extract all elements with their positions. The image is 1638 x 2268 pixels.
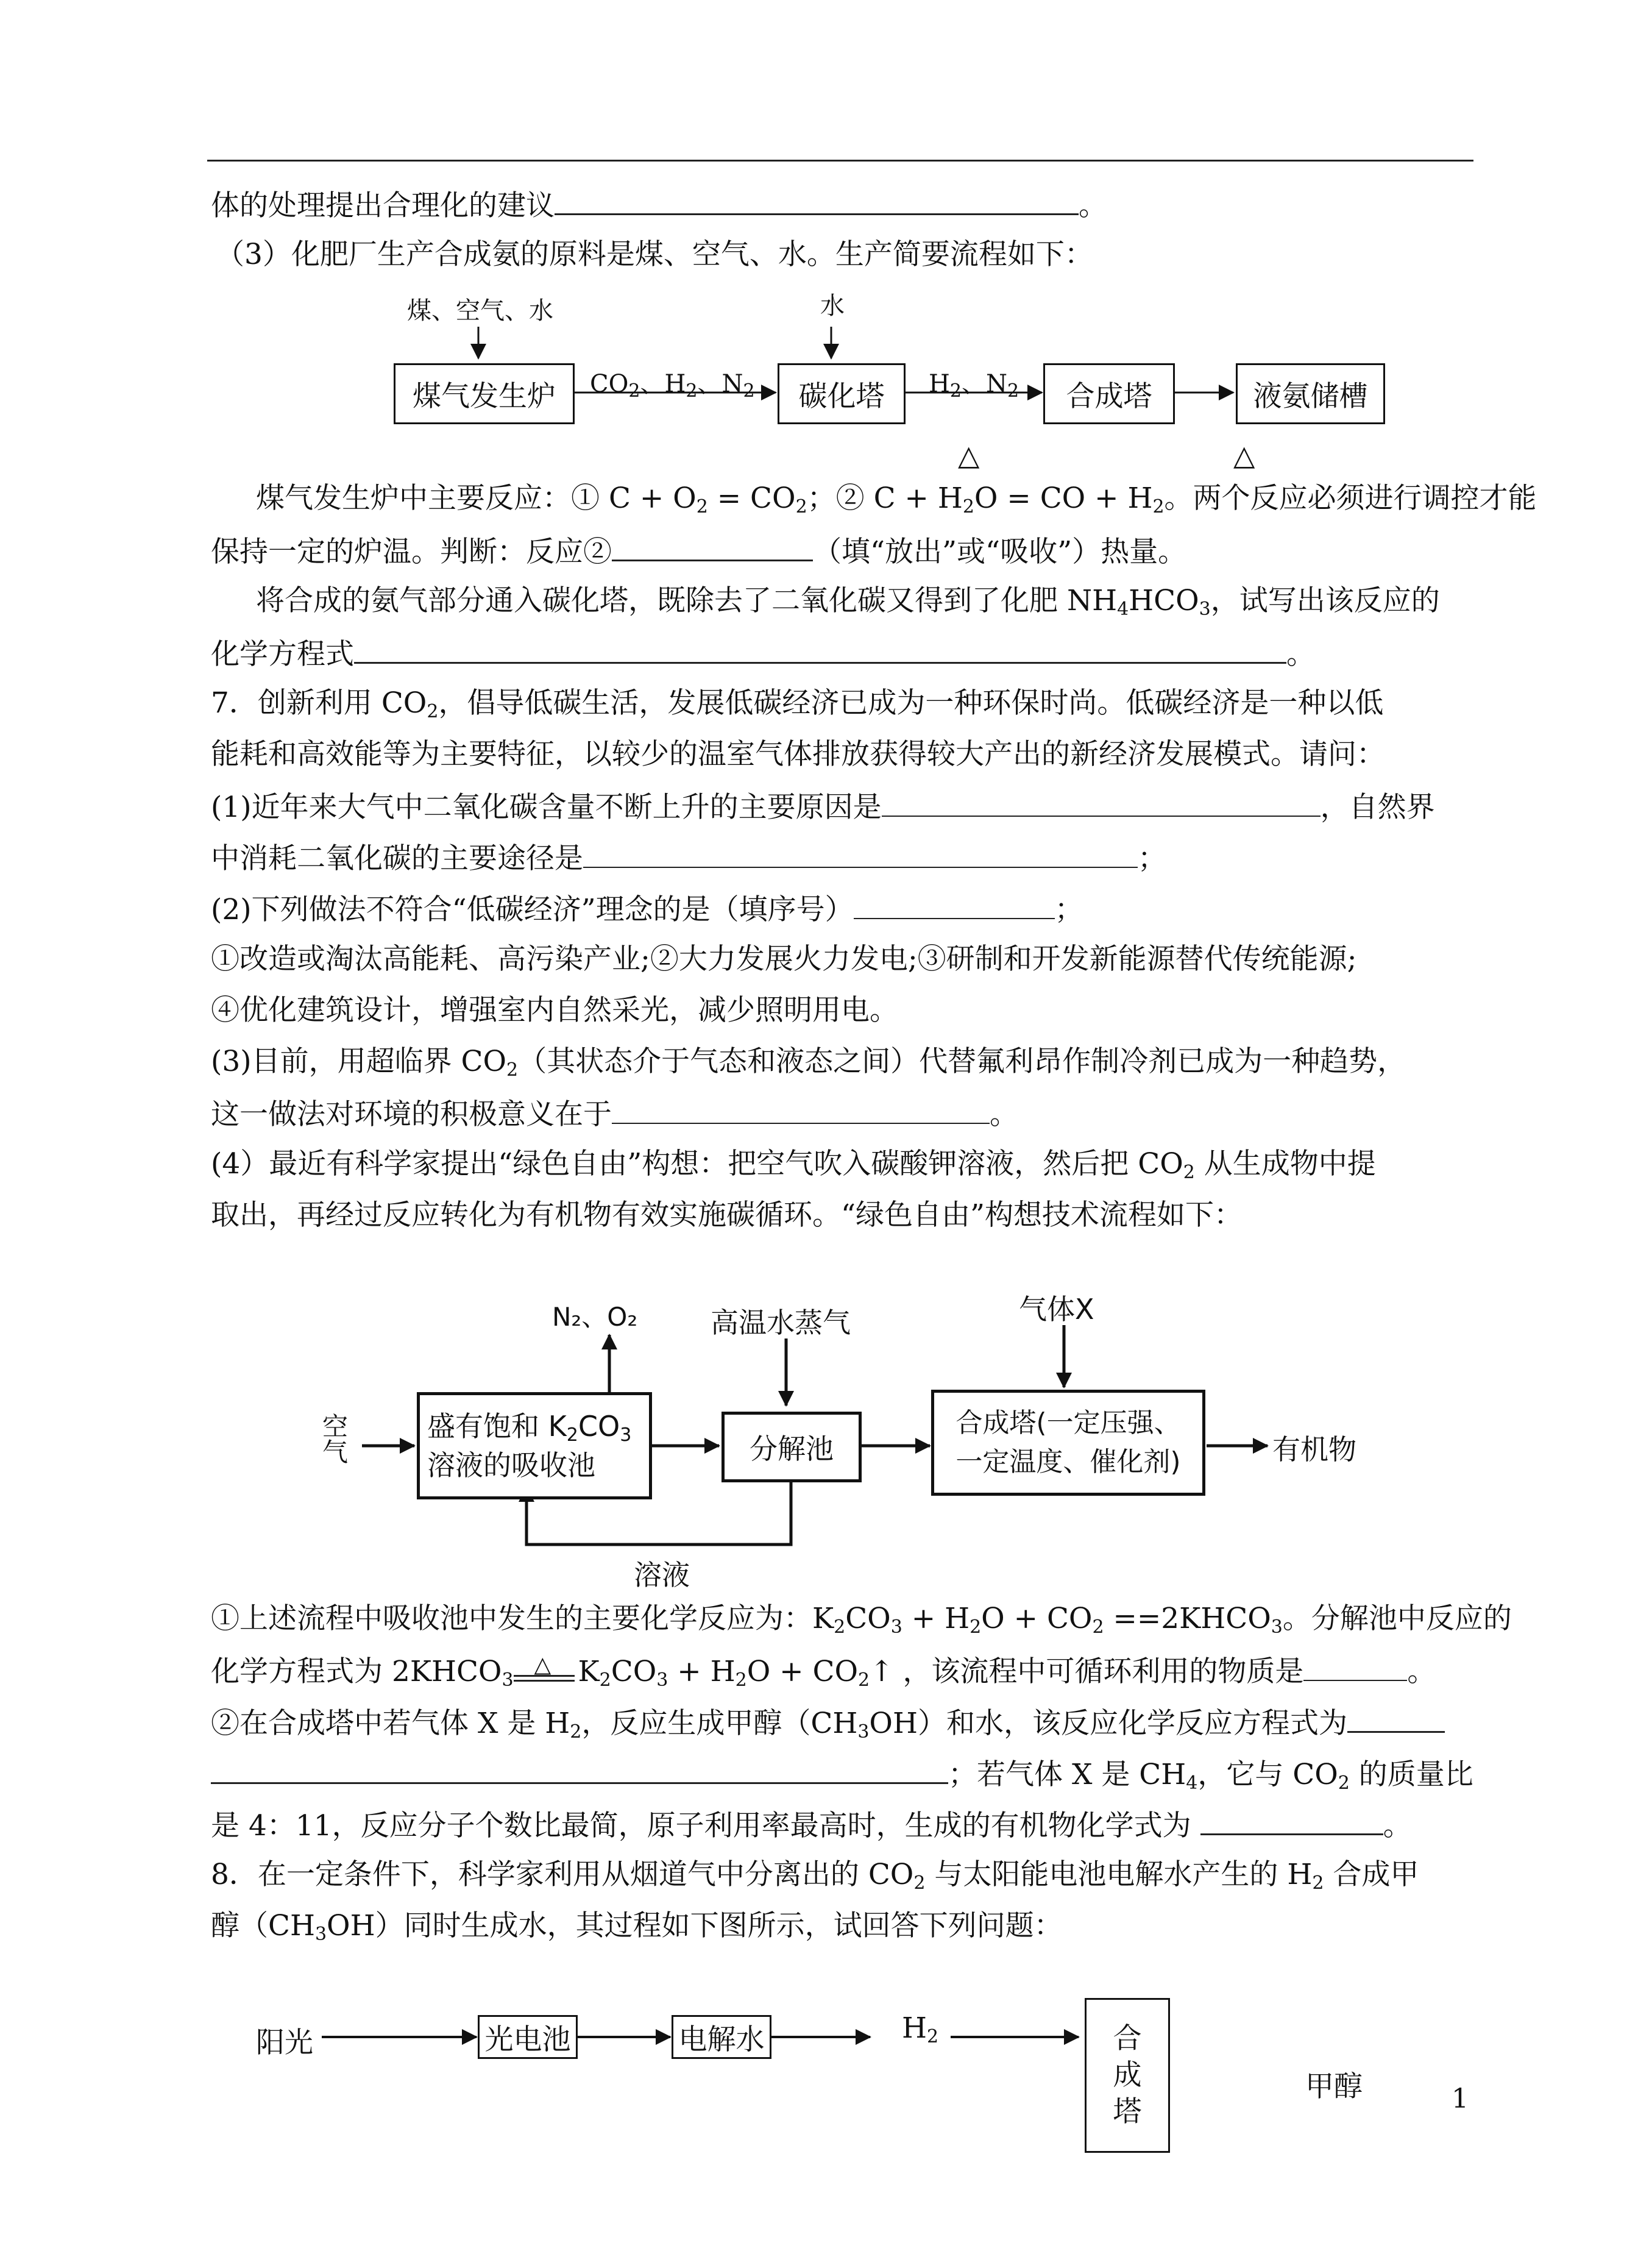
question-7: 7．创新利用 $CO_2$，倡导低碳生活，发展低碳经济已成为一种环保时尚。低碳经济是一种以低 [211, 686, 1384, 722]
answer-blank[interactable] [1347, 1704, 1445, 1733]
box-synthesis-tower-3 [1085, 1998, 1170, 2153]
box-absorption-pool [417, 1392, 652, 1499]
text-line: 取出，再经过反应转化为有机物有效实施碳循环。“绿色自由”构想技术流程如下： [211, 1198, 1243, 1232]
text-line: 是 4：11，反应分子个数比最简，原子利用率最高时，生成的有机物化学式为 。 [211, 1807, 1412, 1843]
text-line: 能耗和高效能等为主要特征，以较少的温室气体排放获得较大产出的新经济发展模式。请问： [211, 738, 1385, 771]
answer-blank[interactable] [854, 891, 1055, 919]
label: 合成塔 [1066, 379, 1152, 413]
answer-blank[interactable] [354, 635, 1286, 664]
answer-blank[interactable] [1200, 1807, 1383, 1835]
question-8: 8．在一定条件下，科学家利用从烟道气中分离出的 $CO_2$ 与太阳能电池电解水产生的 $H_2$ 合成甲 [211, 1858, 1419, 1894]
label: 碳化塔 [798, 379, 885, 413]
air-label: 空气 [319, 1413, 349, 1464]
sunlight-label: 阳光 [256, 2026, 313, 2060]
arrow2-label: $H_2$、$N_2$ [929, 370, 1019, 402]
text-line: 中消耗二氧化碳的主要途径是 ； [211, 840, 1166, 876]
box-ammonia-tank [1236, 363, 1385, 424]
answer-blank[interactable] [882, 789, 1321, 817]
text-line: (4）最近有科学家提出“绿色自由”构想：把空气吹入碳酸钾溶液，然后把 $CO_2$ 从生成物中提 [211, 1147, 1376, 1183]
answer-blank[interactable] [612, 1096, 990, 1124]
label: 液氨储槽 [1253, 379, 1368, 413]
n2-o2-label: N₂、O₂ [552, 1302, 638, 1332]
text-line: 醇$(CH_3OH)$同时生成水，其过程如下图所示，试回答下列问题： [211, 1909, 1063, 1945]
box-synthesis-tower-2 [931, 1390, 1205, 1496]
label: 分解池 [750, 1432, 834, 1465]
text-line: 煤气发生炉中主要反应：① $C + O_2 = CO_2$；② $C + H_2O$ = CO + $H_2$。两个反应必须进行调控才能 [256, 482, 1537, 517]
text-line: ②在合成塔中若气体 X 是 $H_2$，反应生成甲醇$(CH_3OH)$和水，该反应化学反应方程式为 [211, 1704, 1445, 1741]
arrow1-label: $CO_2$、$H_2$、$N_2$ [590, 370, 755, 402]
text-line: 化学方程式 。 [211, 635, 1315, 672]
text-line: (3)目前，用超临界 $CO_2$（其状态介于气态和液态之间）代替氟利昂作制冷剂已成为一种趋势， [211, 1045, 1406, 1081]
label: 溶液的吸收池 [427, 1449, 595, 1482]
box-synthesis-tower [1043, 363, 1175, 424]
answer-blank[interactable] [1303, 1653, 1407, 1681]
text: 。 [1079, 189, 1107, 222]
text-line: 保持一定的炉温。判断：反应② （填“放出”或“吸收”）热量。 [211, 533, 1186, 569]
label: 煤气发生炉 [413, 379, 556, 413]
answer-blank[interactable] [612, 533, 813, 561]
text-line: ①上述流程中吸收池中发生的主要化学反应为：$K_2CO_3 + H_2O + CO_2$ $==2KHCO_3$。分解池中反应的 [211, 1602, 1512, 1638]
page-number: 1 [1452, 2083, 1469, 2114]
text-line: 化学方程式为 $2KHCO_3$ △ $K_2CO_3 + H_2O$ + $CO_2↑$ ，该流程中可循环利用的物质是 。 [211, 1652, 1436, 1691]
answer-blank[interactable] [211, 1755, 948, 1784]
box-decomposition-pool [722, 1412, 862, 1482]
box-photocell [478, 2015, 578, 2059]
diagram1-input2: 水 [820, 292, 845, 320]
box-carbonation-tower [778, 363, 906, 424]
text-line: (2)下列做法不符合“低碳经济”理念的是（填序号） ； [211, 891, 1083, 927]
answer-blank[interactable] [583, 840, 1138, 868]
heat-symbol: △ [958, 439, 980, 472]
text-line: ；若气体 X 是 $CH_4$，它与 $CO_2$ 的质量比 [211, 1755, 1473, 1792]
text-line: ①改造或淘汰高能耗、高污染产业;②大力发展火力发电;③研制和开发新能源替代传统能源; [211, 942, 1357, 976]
h2-label: $H_2$ [902, 2011, 939, 2047]
steam-label: 高温水蒸气 [711, 1306, 851, 1339]
organic-label: 有机物 [1272, 1433, 1356, 1466]
methanol-label: 甲醇 [1305, 2070, 1363, 2103]
text-line: 这一做法对环境的积极意义在于 。 [211, 1096, 1018, 1132]
heat-equals-sign: △ [514, 1662, 578, 1686]
label: 电解水 [678, 2022, 765, 2056]
label: 合成塔(一定压强、 [956, 1407, 1181, 1438]
box-electrolysis [672, 2015, 771, 2059]
text: 体的处理提出合理化的建议 [211, 189, 555, 222]
text-line: 将合成的氨气部分通入碳化塔，既除去了二氧化碳又得到了化肥 $NH_4HCO_3$，试写出该反应的 [256, 584, 1440, 620]
label: 光电池 [484, 2022, 571, 2056]
label: 塔 [1113, 2095, 1142, 2128]
label: 合 [1113, 2022, 1142, 2055]
solution-label: 溶液 [634, 1559, 690, 1591]
label: 成 [1113, 2058, 1142, 2092]
box-gas-generator [394, 363, 575, 424]
text-line: ④优化建筑设计，增强室内自然采光，减少照明用电。 [211, 994, 898, 1027]
text: （3）化肥厂生产合成氨的原料是煤、空气、水。生产简要流程如下： [216, 238, 1093, 271]
label: 一定温度、催化剂) [956, 1446, 1181, 1477]
gas-x-label: 气体X [1019, 1293, 1094, 1326]
heat-symbol: △ [1233, 439, 1255, 472]
label: 盛有饱和 $K_2CO_3$ [427, 1410, 632, 1446]
text-line: (1)近年来大气中二氧化碳含量不断上升的主要原因是 ，自然界 [211, 789, 1435, 825]
diagram1-input1: 煤、空气、水 [407, 297, 553, 325]
